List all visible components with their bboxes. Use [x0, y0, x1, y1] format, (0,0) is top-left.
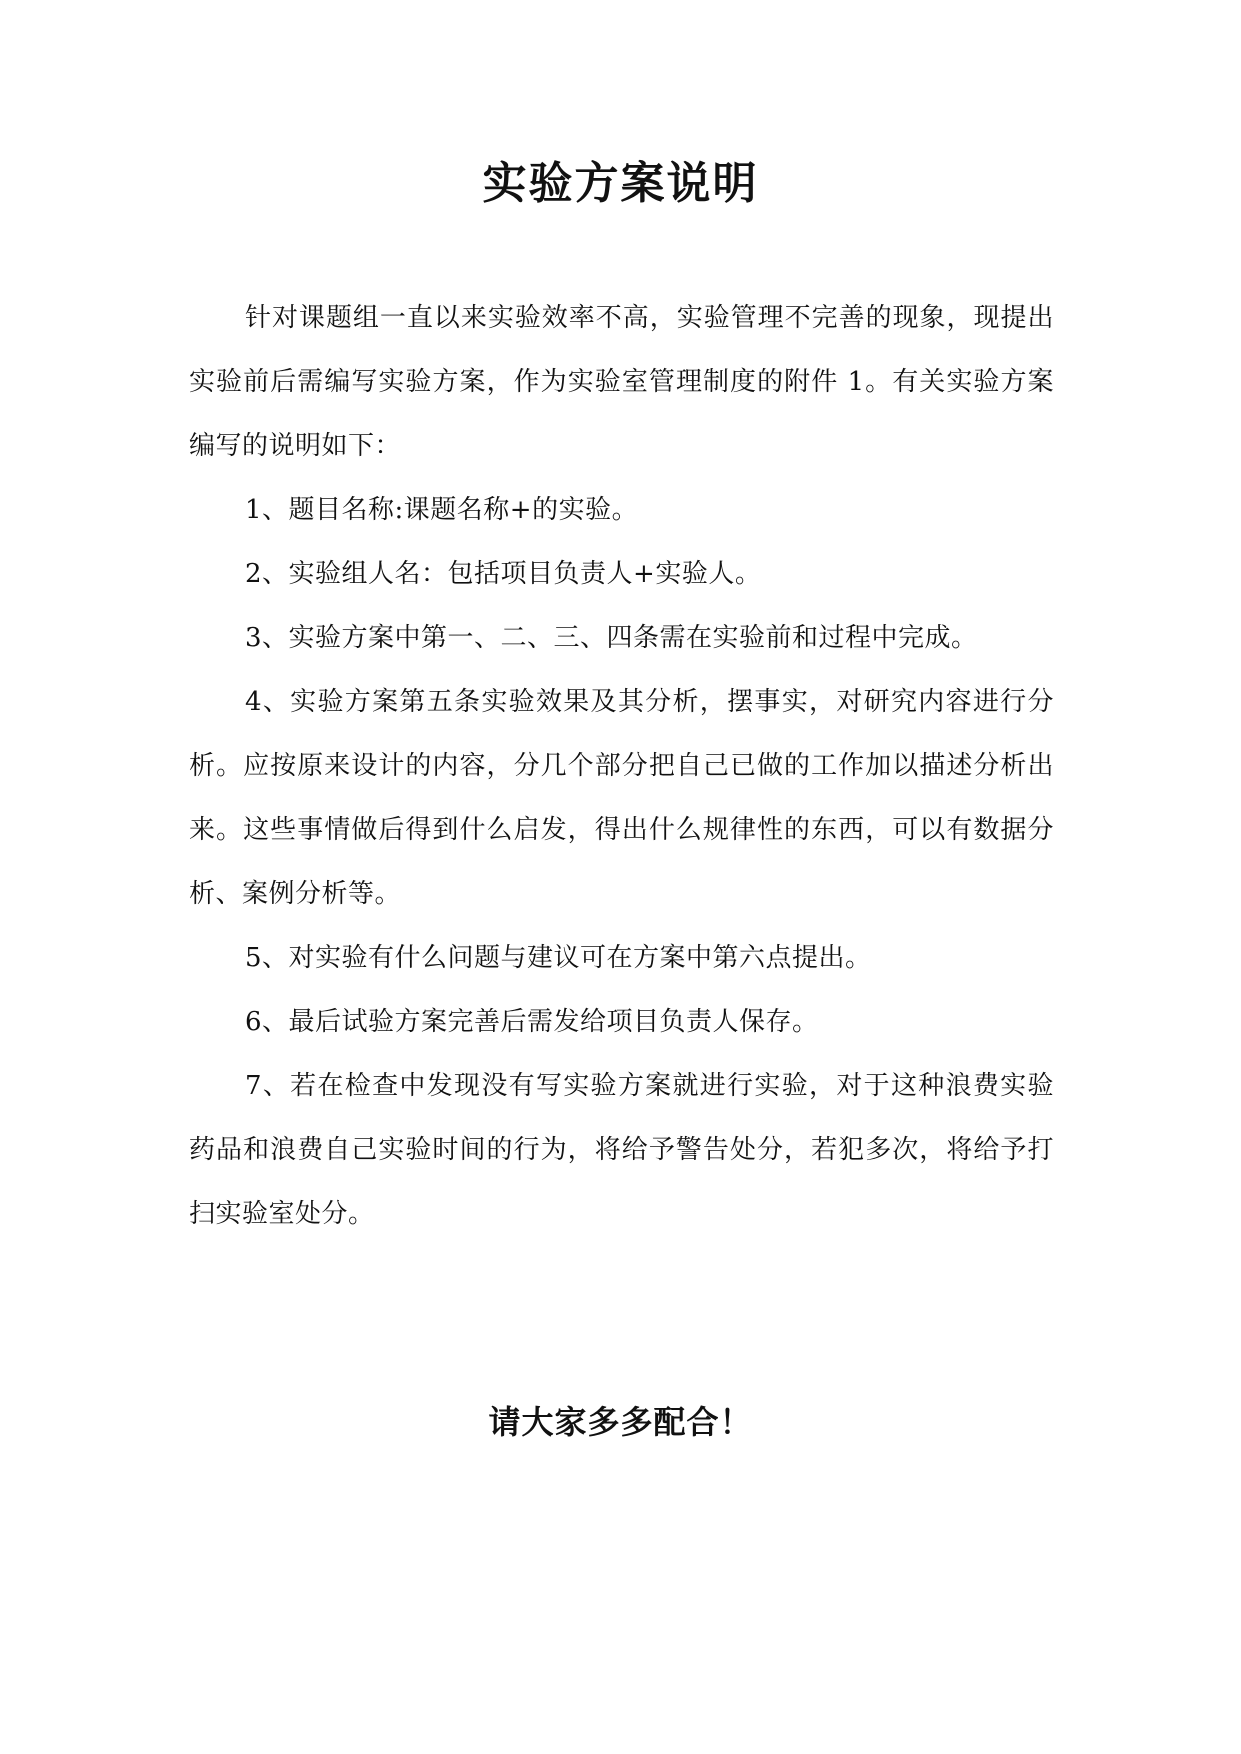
list-item: 7、若在检查中发现没有写实验方案就进行实验，对于这种浪费实验药品和浪费自己实验时间的行为，将给予警告处分，若犯多次，将给予打扫实验室处分。: [189, 1071, 1054, 1229]
closing-note: 请大家多多配合！: [488, 1403, 753, 1441]
list-item: 1、题目名称:课题名称+的实验。: [245, 495, 639, 525]
list-item: 6、最后试验方案完善后需发给项目负责人保存。: [245, 1007, 819, 1037]
document-body: [189, 286, 1054, 1246]
list-item: 2、实验组人名：包括项目负责人+实验人。: [245, 559, 762, 589]
document-title: 实验方案说明: [482, 158, 759, 209]
list-item: 3、实验方案中第一、二、三、四条需在实验前和过程中完成。: [245, 623, 978, 653]
list-item: 4、实验方案第五条实验效果及其分析，摆事实，对研究内容进行分析。应按原来设计的内容，分几个部分把自己已做的工作加以描述分析出来。这些事情做后得到什么启发，得出什么规律性的东西，可以有数据分析、案例分析等。: [189, 687, 1054, 909]
intro-paragraph: 针对课题组一直以来实验效率不高，实验管理不完善的现象，现提出实验前后需编写实验方案，作为实验室管理制度的附件 1。有关实验方案编写的说明如下：: [189, 303, 1054, 461]
list-item: 5、对实验有什么问题与建议可在方案中第六点提出。: [245, 943, 872, 973]
